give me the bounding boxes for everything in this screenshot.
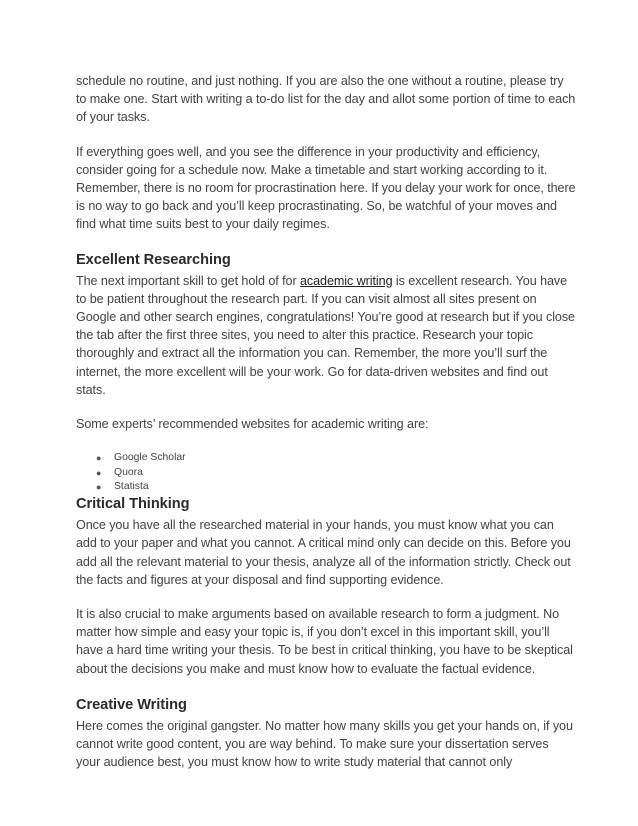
paragraph-critical-1: Once you have all the researched material in your hands, you must know what you can add to your paper and what you cannot. A critical mind only can decide on this. Before you add all the relevant material to your thesis, analyze all of the information strictly. Check out the facts and figures at your disposal and find supporting evidence. [76, 518, 571, 587]
bullet-icon: ● [96, 481, 102, 492]
websites-list [76, 451, 576, 494]
paragraph-recommended-websites: Some experts’ recommended websites for academic writing are: [76, 417, 429, 432]
list-item [96, 466, 576, 480]
paragraph-creative-1: Here comes the original gangster. No matter how many skills you get your hands on, if you cannot write good content, you are way behind. To make sure your dissertation serves your audience best, you must know how to write study material that cannot only [76, 718, 573, 770]
research-text-after-link: is excellent research. You have to be patient throughout the research part. If you can visit almost all sites present on Google and other search engines, congratulations! You’re good at research but if you close the tab after the first three sites, you need to alter this practice. Research your topic thoroughly and extract all the information you can. Remember, the more you’ll surf the internet, the more excellent will be your work. Go for data-driven websites and find out stats. [76, 273, 575, 397]
heading-creative-writing: Creative Writing [76, 696, 187, 713]
bullet-icon: ● [96, 467, 102, 478]
website-name: Statista [114, 480, 149, 492]
paragraph-research-intro [76, 272, 576, 399]
website-name: Quora [114, 466, 143, 478]
heading-excellent-researching: Excellent Researching [76, 251, 231, 268]
paragraph-routine: schedule no routine, and just nothing. If you are also the one without a routine, please try to make one. Start with writing a to-do list for the day and allot some portion of time to each of your tasks. [76, 74, 576, 125]
website-name: Google Scholar [114, 452, 186, 464]
bullet-icon: ● [96, 453, 102, 464]
list-item [96, 451, 576, 465]
heading-critical-thinking: Critical Thinking [76, 496, 190, 513]
academic-writing-link[interactable]: academic writing [299, 273, 393, 288]
research-text-before-link: The next important skill to get hold of for [76, 273, 300, 288]
paragraph-schedule: If everything goes well, and you see the difference in your productivity and efficiency, consider going for a schedule now. Make a timetable and start working according to it. Remember, there is no room for procrastination here. If you delay your work for once, there is no way to go back and you’ll keep procrastinating. So, be watchful of your moves and find what time suits best to your daily regimes. [76, 144, 576, 232]
document-body [76, 72, 576, 771]
paragraph-critical-2: It is also crucial to make arguments based on available research to form a judgment. No matter how simple and easy your topic is, if you don’t excel in this important skill, you’ll have a hard time writing your thesis. To be best in critical thinking, you have to be skeptical about the decisions you make and must know how to evaluate the factual evidence. [76, 606, 573, 676]
list-item [96, 480, 576, 494]
